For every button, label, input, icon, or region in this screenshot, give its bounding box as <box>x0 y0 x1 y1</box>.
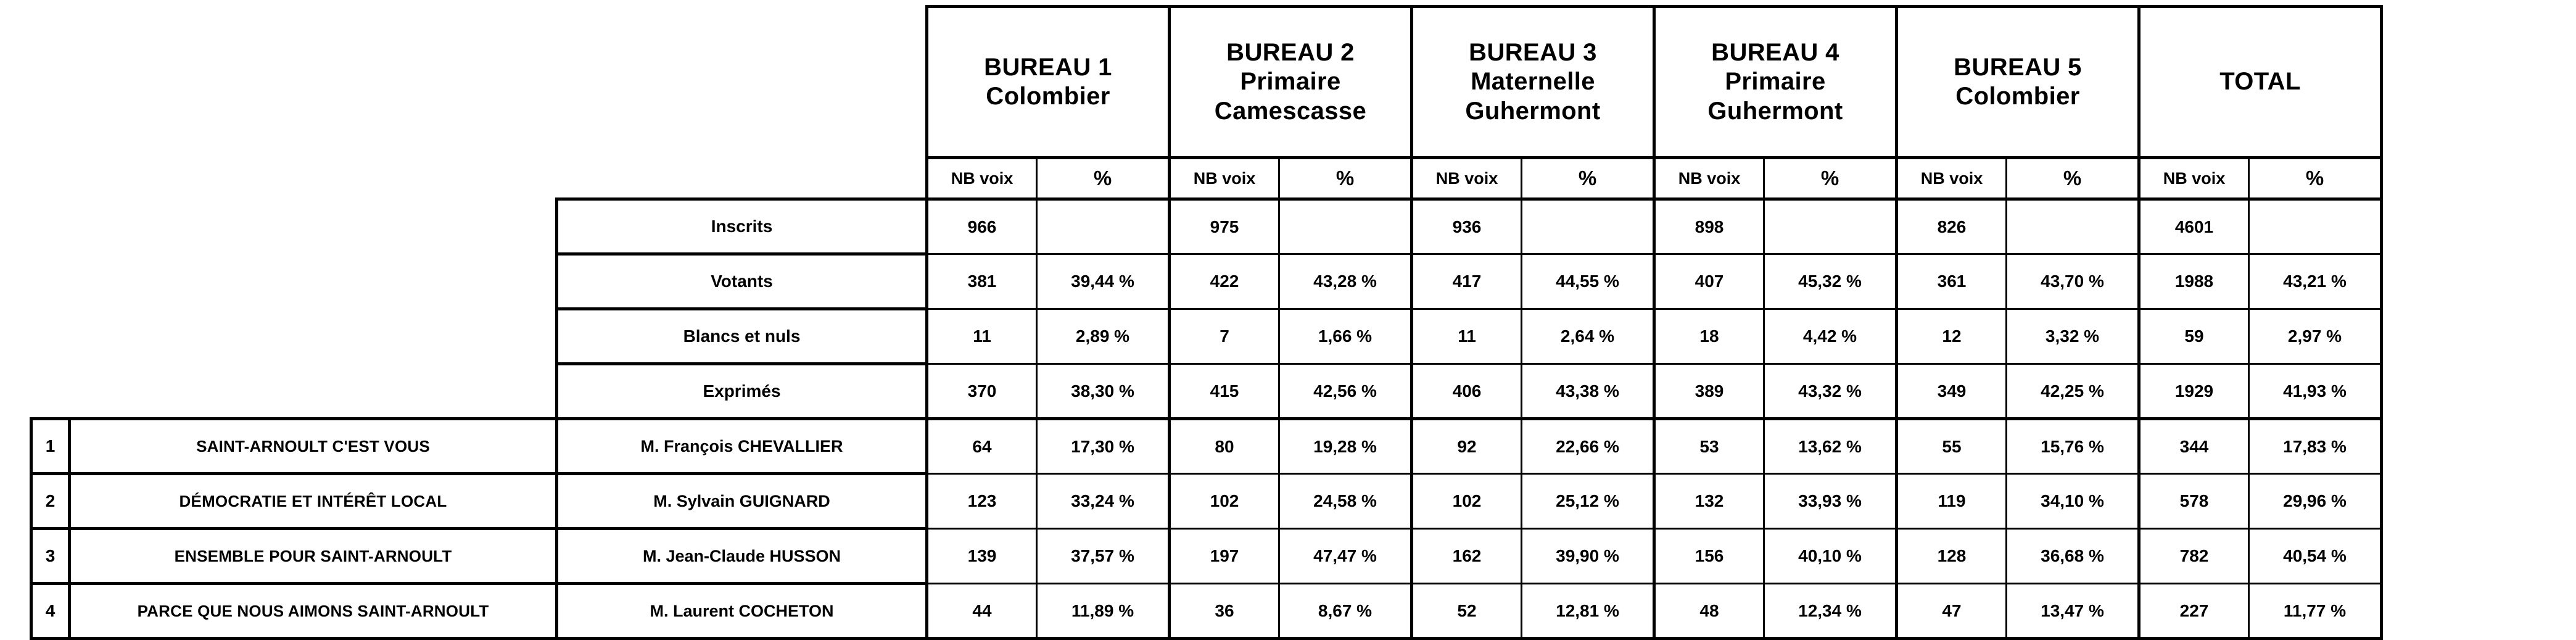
candidate-value-nb: 102 <box>1170 474 1279 529</box>
stat-value-pct: 44,55 % <box>1522 254 1654 309</box>
candidate-value-pct: 19,28 % <box>1279 419 1412 474</box>
candidate-value-nb: 132 <box>1654 474 1764 529</box>
stat-value-nb: 936 <box>1412 199 1522 254</box>
stat-value-pct: 39,44 % <box>1037 254 1170 309</box>
candidate-list-name: SAINT-ARNOULT C'EST VOUS <box>70 419 557 474</box>
subheader-pct-5: % <box>2007 158 2139 199</box>
candidate-value-pct: 40,54 % <box>2249 529 2382 584</box>
bureau-header-line: Guhermont <box>1707 97 1843 125</box>
stat-value-nb: 361 <box>1897 254 2007 309</box>
candidate-value-pct: 13,62 % <box>1764 419 1897 474</box>
bureau-header-line: Camescasse <box>1214 97 1367 125</box>
bureau-header-2 <box>1170 7 1412 158</box>
candidate-value-nb: 102 <box>1412 474 1522 529</box>
candidate-value-pct: 13,47 % <box>2007 584 2139 639</box>
candidate-value-pct: 8,67 % <box>1279 584 1412 639</box>
bureau-header-line: BUREAU 2 <box>1226 39 1355 67</box>
stat-value-pct <box>1279 199 1412 254</box>
stat-value-nb: 11 <box>1412 309 1522 364</box>
stat-value-pct: 42,25 % <box>2007 364 2139 419</box>
stat-value-pct: 1,66 % <box>1279 309 1412 364</box>
stat-row <box>31 254 2382 309</box>
stat-value-nb: 59 <box>2139 309 2249 364</box>
candidate-list-name: ENSEMBLE POUR SAINT-ARNOULT <box>70 529 557 584</box>
stat-value-nb: 381 <box>927 254 1037 309</box>
candidate-value-pct: 11,77 % <box>2249 584 2382 639</box>
candidate-value-nb: 162 <box>1412 529 1522 584</box>
stat-value-nb: 11 <box>927 309 1037 364</box>
candidate-value-pct: 34,10 % <box>2007 474 2139 529</box>
bureau-header-total <box>2139 7 2382 158</box>
candidate-value-nb: 64 <box>927 419 1037 474</box>
spacer-cell <box>70 309 557 364</box>
spacer-cell <box>70 158 557 199</box>
candidate-person-name: M. Jean-Claude HUSSON <box>557 529 927 584</box>
candidate-value-nb: 44 <box>927 584 1037 639</box>
stat-value-nb: 415 <box>1170 364 1279 419</box>
stat-value-nb: 18 <box>1654 309 1764 364</box>
stat-value-pct: 4,42 % <box>1764 309 1897 364</box>
bureau-header-line: BUREAU 5 <box>1954 53 2082 81</box>
candidate-list-name: DÉMOCRATIE ET INTÉRÊT LOCAL <box>70 474 557 529</box>
candidate-value-nb: 156 <box>1654 529 1764 584</box>
stat-value-pct <box>2249 199 2382 254</box>
candidate-value-pct: 11,89 % <box>1037 584 1170 639</box>
candidate-value-nb: 53 <box>1654 419 1764 474</box>
stat-label-votants: Votants <box>557 254 927 309</box>
spacer-cell <box>557 158 927 199</box>
candidate-value-nb: 119 <box>1897 474 2007 529</box>
bureau-header-4 <box>1654 7 1897 158</box>
candidate-value-nb: 48 <box>1654 584 1764 639</box>
spacer-cell <box>70 199 557 254</box>
bureau-header-line: Primaire <box>1240 68 1341 96</box>
candidate-value-nb: 55 <box>1897 419 2007 474</box>
stat-value-nb: 370 <box>927 364 1037 419</box>
results-table <box>30 5 2383 640</box>
stat-value-pct: 43,32 % <box>1764 364 1897 419</box>
candidate-value-nb: 52 <box>1412 584 1522 639</box>
subheader-nb-2: NB voix <box>1170 158 1279 199</box>
bureau-header-line: BUREAU 1 <box>984 53 1112 81</box>
spacer-cell <box>557 7 927 158</box>
candidate-value-pct: 12,81 % <box>1522 584 1654 639</box>
candidate-value-nb: 92 <box>1412 419 1522 474</box>
bureau-header-5 <box>1897 7 2139 158</box>
candidate-value-nb: 139 <box>927 529 1037 584</box>
subheader-nb-total: NB voix <box>2139 158 2249 199</box>
candidate-value-pct: 37,57 % <box>1037 529 1170 584</box>
candidate-value-nb: 80 <box>1170 419 1279 474</box>
bureau-header-line: Guhermont <box>1465 97 1601 125</box>
spacer-cell <box>31 309 70 364</box>
candidate-person-name: M. Sylvain GUIGNARD <box>557 474 927 529</box>
bureau-header-1 <box>927 7 1170 158</box>
subheader-pct-1: % <box>1037 158 1170 199</box>
subheader-pct-2: % <box>1279 158 1412 199</box>
candidate-value-nb: 344 <box>2139 419 2249 474</box>
candidate-value-nb: 123 <box>927 474 1037 529</box>
candidate-value-pct: 25,12 % <box>1522 474 1654 529</box>
stat-value-nb: 966 <box>927 199 1037 254</box>
candidate-value-pct: 15,76 % <box>2007 419 2139 474</box>
candidate-row <box>31 474 2382 529</box>
candidate-value-pct: 17,30 % <box>1037 419 1170 474</box>
stat-value-pct: 43,38 % <box>1522 364 1654 419</box>
candidate-row <box>31 584 2382 639</box>
stat-value-nb: 406 <box>1412 364 1522 419</box>
bureau-header-line: Colombier <box>1955 83 2080 110</box>
bureau-header-row <box>31 7 2382 158</box>
stat-value-pct: 2,64 % <box>1522 309 1654 364</box>
candidate-row <box>31 419 2382 474</box>
spacer-cell <box>70 7 557 158</box>
candidate-value-nb: 47 <box>1897 584 2007 639</box>
stat-value-nb: 898 <box>1654 199 1764 254</box>
stat-value-nb: 1988 <box>2139 254 2249 309</box>
candidate-value-nb: 227 <box>2139 584 2249 639</box>
candidate-value-pct: 22,66 % <box>1522 419 1654 474</box>
bureau-header-line: BUREAU 3 <box>1469 39 1597 67</box>
subheader-row <box>31 158 2382 199</box>
spacer-cell <box>31 7 70 158</box>
candidate-person-name: M. François CHEVALLIER <box>557 419 927 474</box>
candidate-rank: 4 <box>31 584 70 639</box>
spacer-cell <box>31 158 70 199</box>
stat-value-nb: 826 <box>1897 199 2007 254</box>
subheader-pct-3: % <box>1522 158 1654 199</box>
subheader-nb-1: NB voix <box>927 158 1037 199</box>
candidate-value-nb: 782 <box>2139 529 2249 584</box>
stat-label-inscrits: Inscrits <box>557 199 927 254</box>
stat-row <box>31 364 2382 419</box>
stat-value-pct: 45,32 % <box>1764 254 1897 309</box>
bureau-header-line: TOTAL <box>2219 68 2301 96</box>
candidate-value-pct: 33,93 % <box>1764 474 1897 529</box>
stat-value-nb: 975 <box>1170 199 1279 254</box>
candidate-value-pct: 24,58 % <box>1279 474 1412 529</box>
stat-value-nb: 407 <box>1654 254 1764 309</box>
spacer-cell <box>31 254 70 309</box>
candidate-rank: 1 <box>31 419 70 474</box>
candidate-value-pct: 47,47 % <box>1279 529 1412 584</box>
candidate-value-pct: 40,10 % <box>1764 529 1897 584</box>
spacer-cell <box>70 364 557 419</box>
stat-value-pct: 38,30 % <box>1037 364 1170 419</box>
bureau-header-line: Primaire <box>1725 68 1826 96</box>
candidate-row <box>31 529 2382 584</box>
stat-row <box>31 199 2382 254</box>
candidate-rank: 3 <box>31 529 70 584</box>
stat-value-pct: 43,70 % <box>2007 254 2139 309</box>
stat-value-nb: 422 <box>1170 254 1279 309</box>
stat-value-nb: 12 <box>1897 309 2007 364</box>
candidate-value-pct: 39,90 % <box>1522 529 1654 584</box>
candidate-person-name: M. Laurent COCHETON <box>557 584 927 639</box>
candidate-value-nb: 197 <box>1170 529 1279 584</box>
stat-value-nb: 349 <box>1897 364 2007 419</box>
bureau-header-line: Colombier <box>986 83 1110 110</box>
subheader-nb-4: NB voix <box>1654 158 1764 199</box>
candidate-list-name: PARCE QUE NOUS AIMONS SAINT-ARNOULT <box>70 584 557 639</box>
candidate-value-nb: 578 <box>2139 474 2249 529</box>
candidate-value-nb: 36 <box>1170 584 1279 639</box>
subheader-pct-4: % <box>1764 158 1897 199</box>
stat-value-pct <box>1522 199 1654 254</box>
stat-value-pct <box>1037 199 1170 254</box>
stat-value-pct: 41,93 % <box>2249 364 2382 419</box>
subheader-nb-3: NB voix <box>1412 158 1522 199</box>
candidate-value-pct: 12,34 % <box>1764 584 1897 639</box>
stat-value-nb: 1929 <box>2139 364 2249 419</box>
spacer-cell <box>31 199 70 254</box>
spacer-cell <box>31 364 70 419</box>
stat-value-pct: 42,56 % <box>1279 364 1412 419</box>
bureau-header-line: Maternelle <box>1471 68 1595 96</box>
candidate-rank: 2 <box>31 474 70 529</box>
stat-value-pct: 2,97 % <box>2249 309 2382 364</box>
stat-value-pct <box>1764 199 1897 254</box>
candidate-value-pct: 29,96 % <box>2249 474 2382 529</box>
stat-value-pct: 2,89 % <box>1037 309 1170 364</box>
stat-row <box>31 309 2382 364</box>
stat-value-nb: 4601 <box>2139 199 2249 254</box>
candidate-value-nb: 128 <box>1897 529 2007 584</box>
stat-label-exprimes: Exprimés <box>557 364 927 419</box>
candidate-value-pct: 33,24 % <box>1037 474 1170 529</box>
bureau-header-line: BUREAU 4 <box>1711 39 1839 67</box>
stat-value-pct <box>2007 199 2139 254</box>
candidate-value-pct: 36,68 % <box>2007 529 2139 584</box>
subheader-pct-total: % <box>2249 158 2382 199</box>
stat-value-pct: 43,28 % <box>1279 254 1412 309</box>
stat-value-nb: 7 <box>1170 309 1279 364</box>
stat-value-nb: 389 <box>1654 364 1764 419</box>
stat-value-pct: 43,21 % <box>2249 254 2382 309</box>
spacer-cell <box>70 254 557 309</box>
candidate-value-pct: 17,83 % <box>2249 419 2382 474</box>
stat-value-nb: 417 <box>1412 254 1522 309</box>
stat-label-blancs-et-nuls: Blancs et nuls <box>557 309 927 364</box>
subheader-nb-5: NB voix <box>1897 158 2007 199</box>
stat-value-pct: 3,32 % <box>2007 309 2139 364</box>
bureau-header-3 <box>1412 7 1654 158</box>
